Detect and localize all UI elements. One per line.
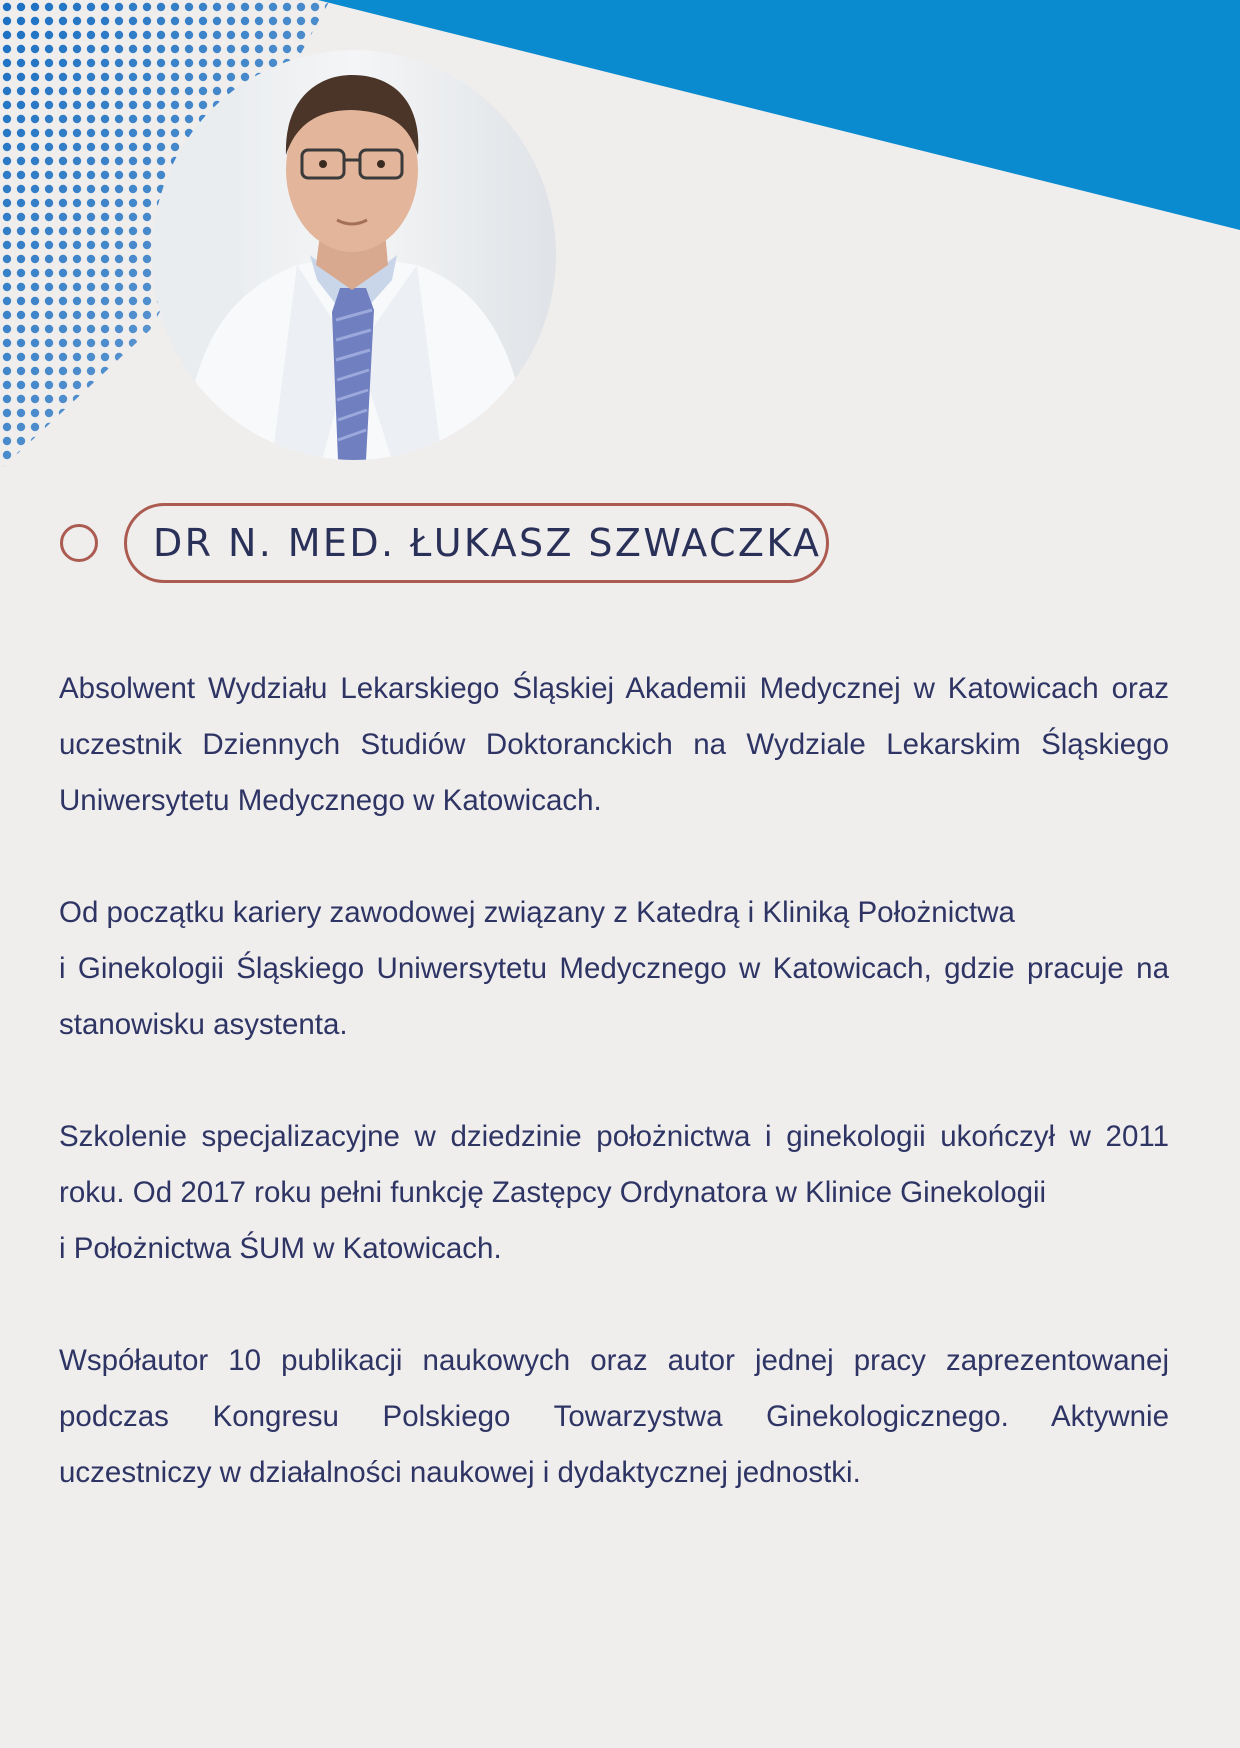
bio-line: Absolwent Wydziału Lekarskiego Śląskiej Akademii Medycznej w Katowicach oraz <box>59 672 1169 705</box>
bio-line: i Położnictwa ŚUM w Katowicach. <box>59 1232 502 1265</box>
bio-line: Współautor 10 publikacji naukowych oraz autor jednej pracy zaprezentowanej <box>59 1344 1169 1377</box>
bio-line: Uniwersytetu Medycznego w Katowicach. <box>59 784 602 817</box>
bio-line: i Ginekologii Śląskiego Uniwersytetu Medycznego w Katowicach, gdzie pracuje na <box>59 952 1169 985</box>
portrait-photo <box>152 50 557 460</box>
bio-paragraph-3 <box>59 1109 1169 1277</box>
heading-bullet-circle <box>60 524 98 562</box>
bio-paragraph-1 <box>59 661 1169 829</box>
bio-line: roku. Od 2017 roku pełni funkcję Zastępcy Ordynatora w Klinice Ginekologii <box>59 1176 1047 1209</box>
name-heading-frame <box>124 503 829 583</box>
bio-line: uczestniczy w działalności naukowej i dydaktycznej jednostki. <box>59 1456 861 1489</box>
doctor-name: DR N. MED. ŁUKASZ SZWACZKA <box>153 521 822 565</box>
bio-line: uczestnik Dziennych Studiów Doktoranckich na Wydziale Lekarskim Śląskiego <box>59 728 1169 761</box>
bio-line: stanowisku asystenta. <box>59 1008 348 1041</box>
biography <box>59 661 1169 1557</box>
bio-paragraph-4 <box>59 1333 1169 1501</box>
bio-line: podczas Kongresu Polskiego Towarzystwa Ginekologicznego. Aktywnie <box>59 1400 1169 1433</box>
bio-line: Od początku kariery zawodowej związany z Katedrą i Kliniką Położnictwa <box>59 896 1015 929</box>
bio-paragraph-2 <box>59 885 1169 1053</box>
bio-line: Szkolenie specjalizacyjne w dziedzinie położnictwa i ginekologii ukończył w 2011 <box>59 1120 1169 1153</box>
